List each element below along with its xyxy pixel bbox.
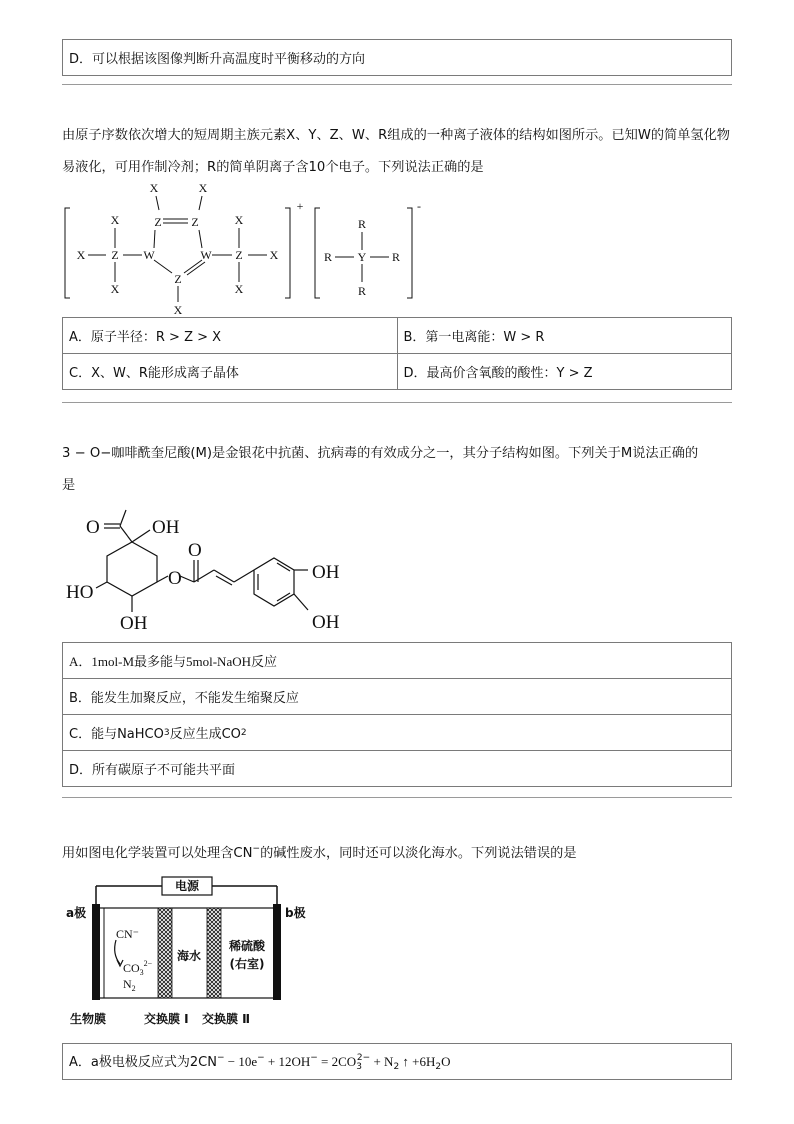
carbonate-label: $CO_3^{2-}$ <box>123 959 153 977</box>
atom-x: X <box>269 248 279 262</box>
electrode-a-bar <box>92 904 100 1000</box>
atom-r: R <box>323 250 333 264</box>
acid-option-b[interactable]: B．能发生加聚反应，不能发生缩聚反应 <box>69 691 299 706</box>
cation-charge: + <box>296 199 304 213</box>
atom-x: X <box>234 282 244 296</box>
oh-label: OH <box>312 562 340 583</box>
atom-z: Z <box>174 272 182 286</box>
atom-x: X <box>76 248 86 262</box>
cell-option-a[interactable]: A．a极电极反应式为$2CN^- - 10e^- + 12OH^- = 2CO_3^{2-} + N_2$ ↑ $+6H_2O$ <box>69 1053 451 1072</box>
ionic-option-a[interactable]: A．原子半径：R > Z > X <box>69 330 222 345</box>
oh-label: OH <box>312 612 340 633</box>
atom-w: W <box>200 248 212 262</box>
separator <box>62 84 732 85</box>
biofilm-label: 生物膜 <box>70 1012 107 1026</box>
atom-x: X <box>110 213 120 227</box>
membrane-2-shape <box>207 908 221 998</box>
atom-r: R <box>357 217 367 231</box>
power-source-label: 电源 <box>174 879 200 893</box>
molecule-structure <box>62 504 362 634</box>
atom-x: X <box>110 282 120 296</box>
cell-question-stem: 用如图电化学装置可以处理含CN−的碱性废水，同时还可以淡化海水。下列说法错误的是 <box>62 844 577 861</box>
atom-x: X <box>198 181 208 195</box>
prev-option-d[interactable]: D．可以根据该图像判断升高温度时平衡移动的方向 <box>69 52 366 67</box>
ionic-options <box>62 317 732 390</box>
acid-question-stem-line2: 是 <box>62 478 76 493</box>
atom-r: R <box>391 250 401 264</box>
oh-label: OH <box>120 613 148 634</box>
electrode-b-label: b极 <box>285 906 306 920</box>
acid-option-a[interactable]: A．1mol-M最多能与5mol-NaOH反应 <box>69 654 277 669</box>
atom-y: Y <box>357 250 367 264</box>
ho-label: HO <box>66 582 94 603</box>
atom-z: Z <box>191 215 199 229</box>
atom-w: W <box>143 248 155 262</box>
separator <box>62 402 732 403</box>
atom-x: X <box>234 213 244 227</box>
acid-option-d[interactable]: D．所有碳原子不可能共平面 <box>69 763 236 778</box>
anion-charge: - <box>417 199 421 213</box>
seawater-label: 海水 <box>176 949 202 963</box>
n2-label: $N_2$ <box>123 977 136 993</box>
oh-label: OH <box>152 517 180 538</box>
separator <box>62 797 732 798</box>
ester-carbonyl-o: O <box>188 540 202 561</box>
electrode-b-bar <box>273 904 281 1000</box>
membrane-1-label: 交换膜 Ⅰ <box>144 1012 189 1026</box>
electrode-a-label: a极 <box>66 906 87 920</box>
ionic-question-stem: 由原子序数依次增大的短周期主族元素X、Y、Z、W、R组成的一种离子液体的结构如图所示。已知W的简单氢化物易液化，可用作制冷剂；R的简单阴离子含10个电子。下列说法正确的是 <box>62 128 730 175</box>
atom-r: R <box>357 284 367 298</box>
ionic-liquid-structure <box>62 180 442 320</box>
electrochemical-cell-diagram <box>62 872 322 1034</box>
ionic-option-d[interactable]: D．最高价含氧酸的酸性：Y > Z <box>397 354 732 389</box>
carbonyl-o: O <box>86 517 100 538</box>
ionic-option-c[interactable]: C．X、W、R能形成离子晶体 <box>69 366 239 381</box>
atom-z: Z <box>154 215 162 229</box>
right-chamber-label: (右室) <box>229 957 265 971</box>
atom-z: Z <box>111 248 119 262</box>
acid-option-c[interactable]: C．能与NaHCO 3 反应生成CO 2 <box>69 727 247 742</box>
acid-question-stem-line1: 3 − O−咖啡酰奎尼酸(M)是金银花中抗菌、抗病毒的有效成分之一，其分子结构如图。下列关于M说法正确的 <box>62 446 699 461</box>
ionic-option-b[interactable]: B．第一电离能：W > R <box>397 318 732 353</box>
cn-label: CN⁻ <box>116 927 140 941</box>
prev-option-d-box <box>62 39 732 76</box>
membrane-1-shape <box>158 908 172 998</box>
acid-label: 稀硫酸 <box>228 939 266 953</box>
acid-options <box>62 642 732 787</box>
ester-o: O <box>168 568 182 589</box>
atom-z: Z <box>235 248 243 262</box>
atom-x: X <box>149 181 159 195</box>
membrane-2-label: 交换膜 Ⅱ <box>202 1012 251 1026</box>
atom-x: X <box>173 303 183 317</box>
cell-options <box>62 1043 732 1080</box>
